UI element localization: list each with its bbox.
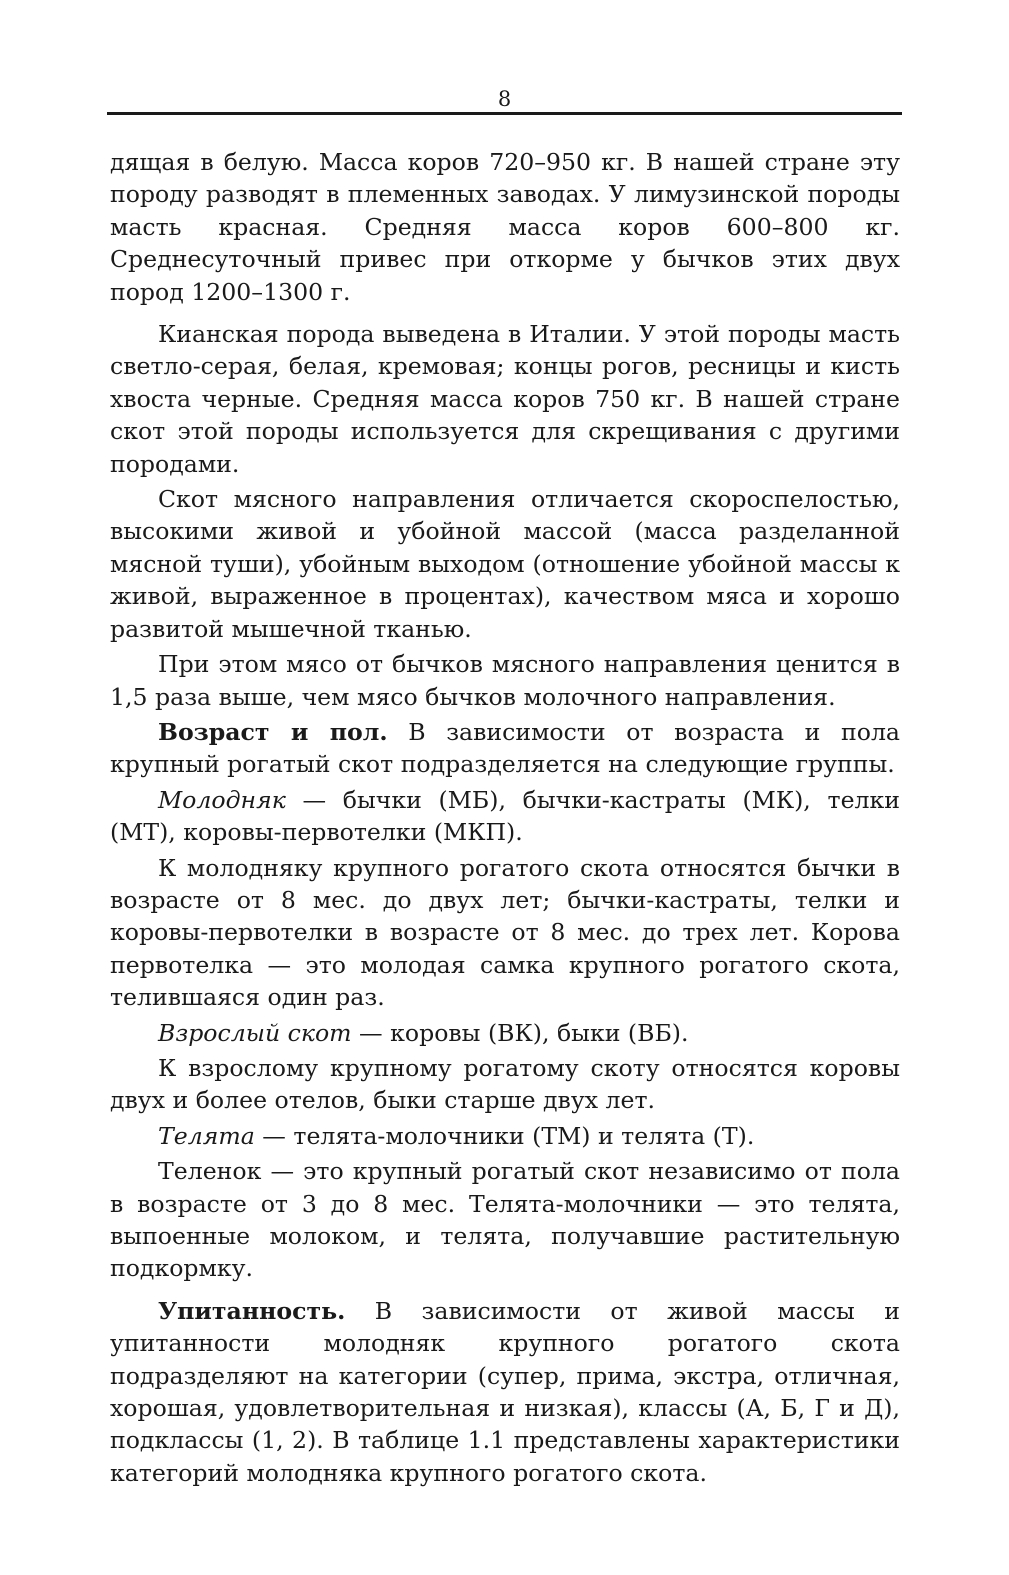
paragraph-text: Кианская порода выведена в Италии. У этой породы масть светло-серая, белая, кремовая; концы рогов, ресницы и кисть хвоста черные. Средняя масса коров 750 кг. В нашей стране скот этой породы используется для скрещивания с другими породами. [110, 320, 900, 478]
paragraph [110, 1155, 900, 1285]
paragraph-text: Скот мясного направления отличается скороспелостью, высокими живой и убойной массой (масса разделанной мясной туши), убойным выходом (отношение убойной массы к живой, выраженное в процентах), качеством мяса и хорошо развитой мышечной тканью. [110, 485, 900, 643]
paragraph-text: В зависимости от возраста и пола крупный рогатый скот подразделяется на следующие группы. [110, 717, 901, 779]
paragraph-text: — бычки (МБ), бычки-кастраты (МК), телки (МТ), коровы-первотелки (МКП). [110, 785, 900, 847]
paragraph [110, 318, 900, 480]
paragraph [110, 1017, 900, 1049]
term: Телята [158, 1121, 255, 1150]
section-lead: Возраст и пол. [158, 717, 388, 746]
paragraph-text: При этом мясо от бычков мясного направления ценится в 1,5 раза выше, чем мясо бычков молочного направления. [110, 650, 900, 711]
section-lead: Упитанность. [158, 1296, 346, 1325]
paragraph [110, 784, 900, 849]
paragraph-text: дящая в белую. Масса коров 720–950 кг. В нашей стране эту породу разводят в племенных заводах. У лимузинской породы масть красная. Средняя масса коров 600–800 кг. Среднесуточный привес при откорме у бычков этих двух пород 1200–1300 г. [110, 148, 900, 306]
paragraph-text: Теленок — это крупный рогатый скот независимо от пола в возрасте от 3 до 8 мес. Телята-молочники — это телята, выпоенные молоком, и телята, получавшие растительную подкормку. [110, 1157, 900, 1283]
paragraph [110, 1295, 900, 1489]
header-rule [107, 112, 902, 115]
paragraph [110, 146, 900, 308]
paragraph-text: К взрослому крупному рогатому скоту относятся коровы двух и более отелов, быки старше двух лет. [110, 1053, 900, 1115]
paragraph [110, 852, 900, 1014]
paragraph-text: — коровы (ВК), быки (ВБ). [351, 1018, 689, 1047]
term: Молодняк [158, 785, 286, 814]
term: Взрослый скот [158, 1018, 352, 1047]
paragraph [110, 483, 900, 645]
paragraph [110, 648, 900, 713]
paragraph [110, 716, 900, 781]
body-text [110, 146, 900, 1489]
paragraph [110, 1052, 900, 1117]
paragraph [110, 1120, 900, 1152]
paragraph-text: К молодняку крупного рогатого скота относятся бычки в возрасте от 8 мес. до двух лет; бычки-кастраты, телки и коровы-первотелки в возрасте от 8 мес. до трех лет. Корова первотелка — это молодая самка крупного рогатого скота, телившаяся один раз. [110, 853, 900, 1012]
paragraph-text: В зависимости от живой массы и упитанности молодняк крупного рогатого скота подразделяют на категории (супер, прима, экстра, отличная, хорошая, удовлетворительная и низкая), классы (А, Б, Г и Д), подклассы (1, 2). В таблице 1.1 представлены характеристики категорий молодняка крупного рогатого скота. [110, 1296, 900, 1487]
paragraph-text: — телята-молочники (ТМ) и телята (Т). [254, 1121, 755, 1150]
page-number: 8 [497, 87, 512, 111]
